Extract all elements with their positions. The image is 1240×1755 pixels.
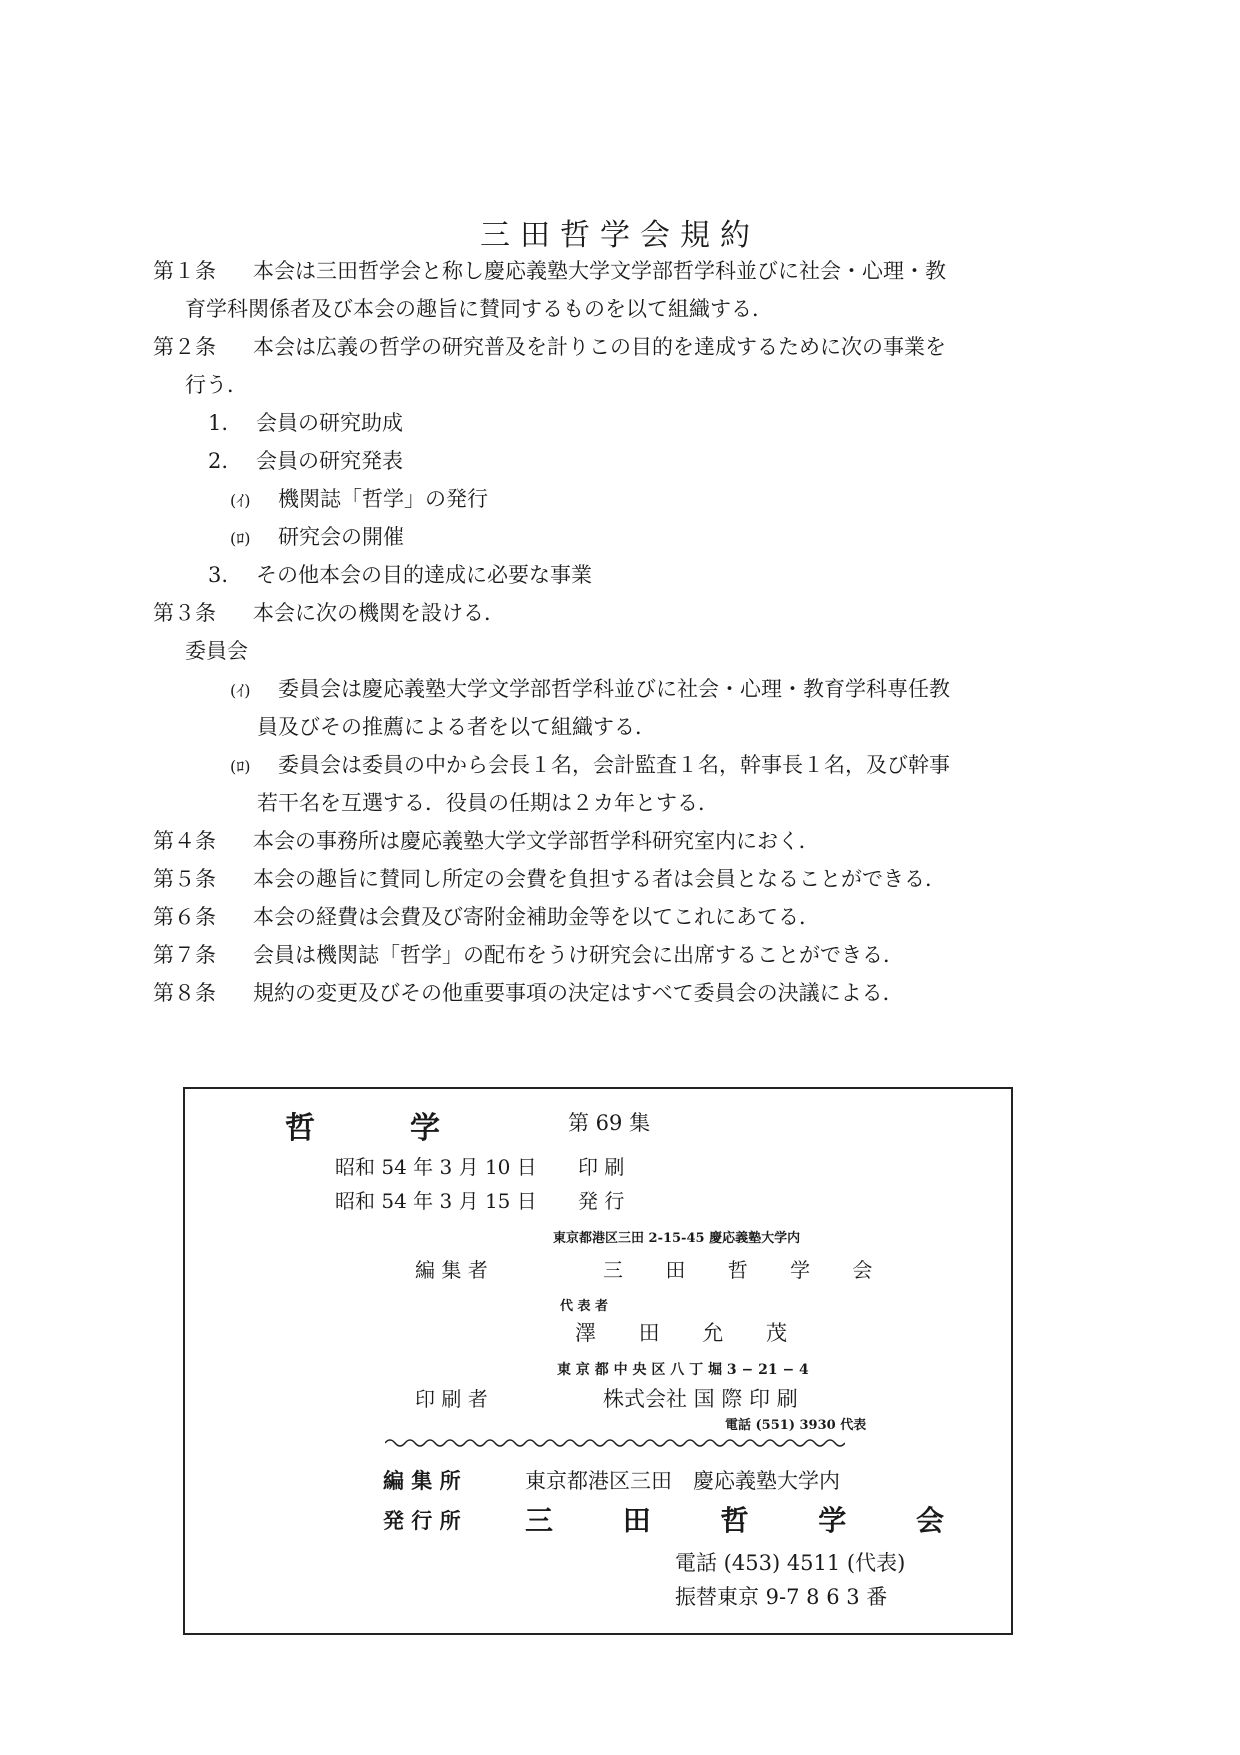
representative-name: 澤 田 允 茂 [575,1321,806,1345]
item-text: 委員会は慶応義塾大学文学部哲学科並びに社会・心理・教育学科専任教 [278,677,950,701]
article-8 [153,974,1033,1012]
item-number: (ﾛ) [230,757,251,776]
article-label: 第２条 [153,335,216,359]
article-label: 第１条 [153,259,216,283]
colophon-box [183,1087,1013,1635]
issued-label: 発 行 [578,1189,625,1213]
representative-label: 代 表 者 [560,1299,609,1314]
committee-heading: 委員会 [185,639,248,663]
article-5 [153,860,1033,898]
article-1 [153,252,1033,290]
transfer-account: 振替東京 9-7 8 6 3 番 [675,1585,888,1609]
item-text: 機関誌「哲学」の発行 [278,487,488,511]
list-item [208,404,403,442]
phone-number: 電話 (453) 4511 (代表) [675,1551,906,1575]
item-number: 2. [208,449,229,473]
article-text: 本会は三田哲学会と称し慶応義塾大学文学部哲学科並びに社会・心理・教 [253,259,946,283]
list-item [208,442,403,480]
article-label: 第５条 [153,867,216,891]
article-label: 第７条 [153,943,216,967]
article-text: 本会は広義の哲学の研究普及を計りこの目的を達成するために次の事業を [253,335,946,359]
item-text: その他本会の目的達成に必要な事業 [256,563,592,587]
publishing-office-label: 発 行 所 [383,1508,461,1533]
list-subitem [230,518,404,558]
article-text: 本会の経費は会費及び寄附金補助金等を以てこれにあてる． [253,905,820,929]
article-text: 会員は機関誌「哲学」の配布をうけ研究会に出席することができる． [253,943,904,967]
article-text: 本会に次の機関を設ける． [253,601,505,625]
article-1-continuation: 育学科関係者及び本会の趣旨に賛同するものを以て組織する． [185,297,773,321]
list-item [208,556,592,594]
printer-name: 株式会社 国 際 印 刷 [603,1387,798,1411]
article-2-continuation: 行う． [185,373,248,397]
item-number: 3. [208,563,229,587]
page-title: 三田哲学会規約 [480,218,760,253]
editor-address: 東京都港区三田 2-15-45 慶応義塾大学内 [553,1231,801,1246]
article-7 [153,936,1033,974]
printed-date: 昭和 54 年 3 月 10 日 [335,1155,537,1179]
article-4 [153,822,1033,860]
article-label: 第３条 [153,601,216,625]
article-label: 第６条 [153,905,216,929]
article-3 [153,594,1033,632]
publishing-office: 三 田 哲 学 会 [525,1504,974,1537]
printed-label: 印 刷 [578,1155,625,1179]
editor-name: 三 田 哲 学 会 [603,1258,891,1282]
article-6 [153,898,1033,936]
volume-number: 第 69 集 [568,1111,651,1135]
item-text: 研究会の開催 [278,525,404,549]
issued-date: 昭和 54 年 3 月 15 日 [335,1189,537,1213]
article-2 [153,328,1033,366]
editing-office: 東京都港区三田 慶応義塾大学内 [525,1469,840,1493]
journal-title-second: 学 [410,1111,440,1146]
printer-address: 東 京 都 中 央 区 八 丁 堀 3 − 21 − 4 [557,1362,809,1378]
journal-title-first: 哲 [285,1111,315,1146]
editing-office-label: 編 集 所 [383,1468,461,1493]
article-text: 規約の変更及びその他重要事項の決定はすべて委員会の決議による． [253,981,904,1005]
printer-phone: 電話 (551) 3930 代表 [725,1418,867,1433]
wavy-divider [385,1437,845,1449]
article-text: 本会の趣旨に賛同し所定の会費を負担する者は会員となることができる． [253,867,946,891]
committee-clause-i [230,670,950,710]
item-text: 委員会は委員の中から会長１名，会計監査１名，幹事長１名，及び幹事 [278,753,950,777]
item-number: (ﾛ) [230,529,251,548]
list-subitem [230,480,488,520]
committee-clause-ro-continuation: 若干名を互選する．役員の任期は２カ年とする． [257,791,719,815]
committee-clause-ro [230,746,950,786]
item-text: 会員の研究助成 [256,411,403,435]
committee-clause-i-continuation: 員及びその推薦による者を以て組織する． [257,715,656,739]
item-text: 会員の研究発表 [256,449,403,473]
article-label: 第４条 [153,829,216,853]
article-label: 第８条 [153,981,216,1005]
item-number: 1. [208,411,229,435]
item-number: (ｲ) [230,491,251,510]
printer-label: 印 刷 者 [415,1387,488,1411]
editor-label: 編 集 者 [415,1258,488,1282]
article-text: 本会の事務所は慶応義塾大学文学部哲学科研究室内におく． [253,829,820,853]
item-number: (ｲ) [230,681,251,700]
